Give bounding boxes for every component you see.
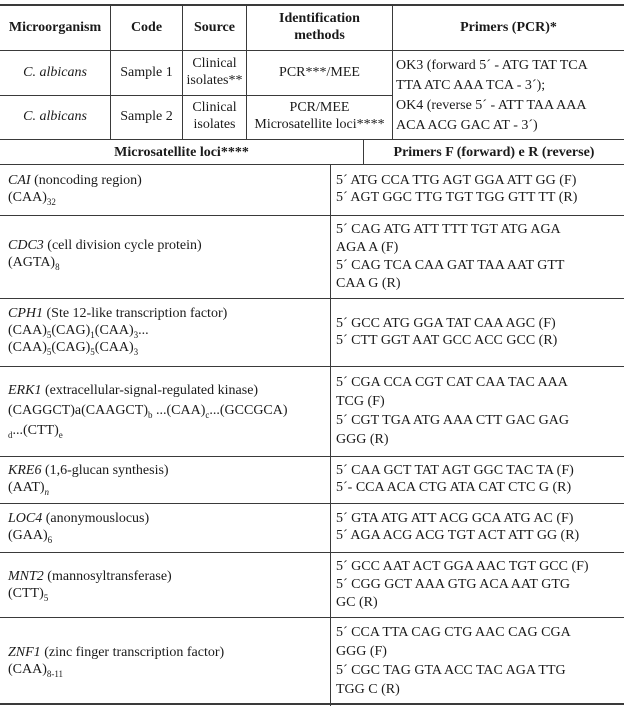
primer-cell: 5´ CAG ATG ATT TTT TGT ATG AGA AGA A (F) 5´ CAG TCA CAA GAT TAA AAT GTT CAA G (R) xyxy=(336,222,565,291)
rule-row xyxy=(0,95,392,96)
locus-cell: LOC4 (anonymouslocus) $(GAA)_6$ xyxy=(8,511,150,545)
rule-row xyxy=(0,298,624,299)
header-loci-primers: Primers F (forward) e R (reverse) xyxy=(393,145,595,160)
primer-cell: 5´ GTA ATG ATT ACG GCA ATG AC (F) 5´ AGA ACG ACG TGT ACT ATT GG (R) xyxy=(336,511,580,543)
header-microorganism: Microorganism xyxy=(8,20,102,35)
pcr-primers-cell: OK3 (forward 5´ - ATG TAT TCA TTA ATC AAA TCA - 3´); OK4 (reverse 5´ - ATT TAA AAA ACA ACG GAC AT - 3´) xyxy=(396,58,588,133)
locus-cell: CPH1 (Ste 12-like transcription factor) $(CAA)_5(CAG)_1(CAA)_3$... $(CAA)_5(CAG)_5(CAA)_3$ xyxy=(8,306,228,357)
locus-cell: CAI (noncoding region) $(CAA)_{32}$ xyxy=(8,173,142,207)
primer-cell: 5´ CCA TTA CAG CTG AAC CAG CGA GGG (F) 5´ CGC TAG GTA ACC TAC AGA TTG TGG C (R) xyxy=(336,625,571,697)
primer-cell: 5´ GCC AAT ACT GGA AAC TGT GCC (F) 5´ CGG GCT AAA GTG ACA AAT GTG GC (R) xyxy=(336,559,589,610)
code-cell: Sample 2 xyxy=(120,109,173,124)
primer-cell: 5´ CGA CCA CGT CAT CAA TAC AAA TCG (F) 5´ CGT TGA ATG AAA CTT GAC GAG GGG (R) xyxy=(336,375,569,447)
rule-row xyxy=(0,456,624,457)
rule-col xyxy=(330,164,331,706)
rule-row xyxy=(0,552,624,553)
method-cell: PCR***/MEE xyxy=(279,65,360,80)
organism-cell: C. albicans xyxy=(23,65,87,80)
rule-loci-header xyxy=(0,164,624,165)
organism-cell: C. albicans xyxy=(23,109,87,124)
code-cell: Sample 1 xyxy=(120,65,173,80)
locus-cell: KRE6 (1,6-glucan synthesis) $(AAT)_n$ xyxy=(8,463,169,497)
source-cell: Clinical isolates xyxy=(192,100,237,132)
header-code: Code xyxy=(130,20,163,35)
rule-header xyxy=(0,50,624,51)
rule-row xyxy=(0,366,624,367)
primer-cell: 5´ ATG CCA TTG AGT GGA ATT GG (F) 5´ AGT GGC TTG TGT TGG GTT TT (R) xyxy=(336,173,578,205)
header-source: Source xyxy=(194,20,235,35)
locus-cell: ERK1 (extracellular-signal-regulated kinase) $(CAGGCT)a(CAAGCT)_b$ $...(CAA)_c...(GCCGCA)$ $_d...(CTT)_e$ xyxy=(8,383,288,440)
locus-cell: MNT2 (mannosyltransferase) $(CTT)_5$ xyxy=(8,569,172,603)
rule-top xyxy=(0,4,624,6)
primer-cell: 5´ GCC ATG GGA TAT CAA AGC (F) 5´ CTT GGT AAT GCC ACC GCC (R) xyxy=(336,316,558,348)
rule-bottom xyxy=(0,703,624,705)
rule-row xyxy=(0,215,624,216)
source-cell: Clinical isolates** xyxy=(186,56,243,88)
header-loci: Microsatellite loci**** xyxy=(114,145,249,160)
locus-cell: ZNF1 (zinc finger transcription factor) $(CAA)_{8-11}$ xyxy=(8,645,225,679)
rule-row xyxy=(0,617,624,618)
header-primers: Primers (PCR)* xyxy=(460,20,557,35)
locus-cell: CDC3 (cell division cycle protein) $(AGTA)_8$ xyxy=(8,238,202,272)
header-identification: Identification methods xyxy=(279,11,360,43)
primer-cell: 5´ CAA GCT TAT AGT GGC TAC TA (F) 5´- CCA ACA CTG ATA CAT CTC G (R) xyxy=(336,463,574,495)
rule-row xyxy=(0,503,624,504)
method-cell: PCR/MEE Microsatellite loci**** xyxy=(254,100,385,132)
rule-section xyxy=(0,139,624,140)
